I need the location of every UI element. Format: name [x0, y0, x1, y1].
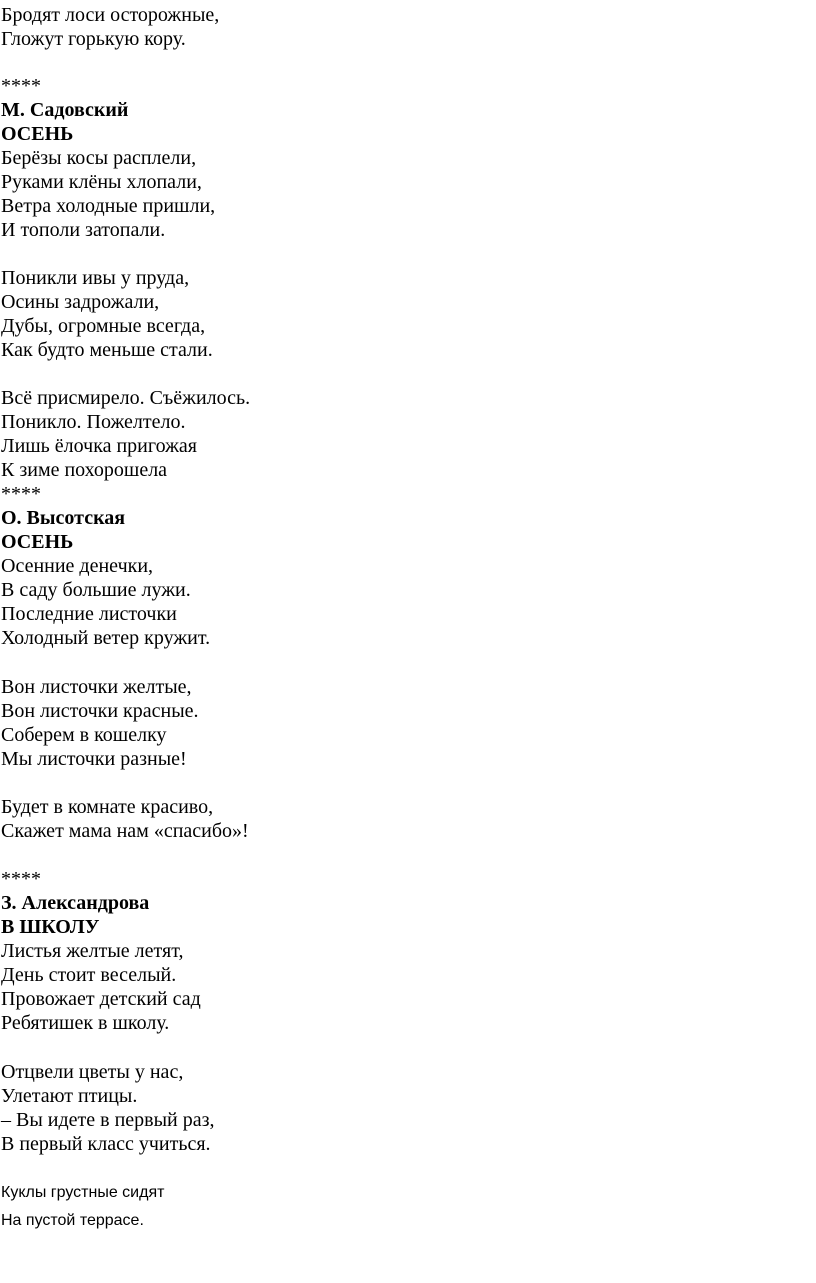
- poem-line: Последние листочки: [1, 603, 177, 625]
- poem-line: Ветра холодные пришли,: [1, 195, 216, 217]
- poem-line: Вон листочки красные.: [1, 700, 199, 722]
- poem-author: З. Александрова: [1, 892, 150, 914]
- poem-line: Куклы грустные сидят: [1, 1184, 165, 1201]
- poem-line: Как будто меньше стали.: [1, 339, 213, 361]
- poem-line: Мы листочки разные!: [1, 748, 187, 770]
- poem-line: Лишь ёлочка пригожая: [1, 435, 197, 457]
- separator: ****: [1, 483, 41, 505]
- poem-line: День стоит веселый.: [1, 964, 177, 986]
- poem-title: В ШКОЛУ: [1, 916, 100, 938]
- poem-line: Провожает детский сад: [1, 988, 201, 1010]
- poem-line: Поникли ивы у пруда,: [1, 267, 190, 289]
- poem-line: Поникло. Пожелтело.: [1, 411, 186, 433]
- poem-line: Гложут горькую кору.: [1, 28, 186, 50]
- poem-author: О. Высотская: [1, 507, 126, 529]
- separator: ****: [1, 868, 41, 890]
- poem-line: Осенние денечки,: [1, 555, 154, 577]
- poem-line: Листья желтые летят,: [1, 940, 184, 962]
- separator: ****: [1, 75, 41, 97]
- poem-line: Соберем в кошелку: [1, 724, 167, 746]
- poem-line: И тополи затопали.: [1, 219, 166, 241]
- poem-line: Вон листочки желтые,: [1, 676, 192, 698]
- poem-line: На пустой террасе.: [1, 1212, 144, 1229]
- poem-line: Осины задрожали,: [1, 291, 160, 313]
- poem-line: В саду большие лужи.: [1, 579, 191, 601]
- poem-line: Руками клёны хлопали,: [1, 171, 202, 193]
- poem-line: В первый класс учиться.: [1, 1133, 211, 1155]
- poem-line: Всё присмирело. Съёжилось.: [1, 387, 251, 409]
- poem-line: Будет в комнате красиво,: [1, 796, 214, 818]
- poem-line: К зиме похорошела: [1, 459, 168, 481]
- poem-title: ОСЕНЬ: [1, 123, 74, 145]
- poem-line: Холодный ветер кружит.: [1, 627, 211, 649]
- poem-author: М. Садовский: [1, 99, 129, 121]
- poem-line: Скажет мама нам «спасибо»!: [1, 820, 249, 842]
- poem-line: Улетают птицы.: [1, 1085, 138, 1107]
- poem-line: Отцвели цветы у нас,: [1, 1061, 184, 1083]
- poem-line: – Вы идете в первый раз,: [1, 1109, 215, 1131]
- poem-line: Бродят лоси осторожные,: [1, 4, 220, 26]
- poem-line: Дубы, огромные всегда,: [1, 315, 206, 337]
- poem-line: Берёзы косы расплели,: [1, 147, 197, 169]
- poem-line: Ребятишек в школу.: [1, 1012, 170, 1034]
- poem-title: ОСЕНЬ: [1, 531, 74, 553]
